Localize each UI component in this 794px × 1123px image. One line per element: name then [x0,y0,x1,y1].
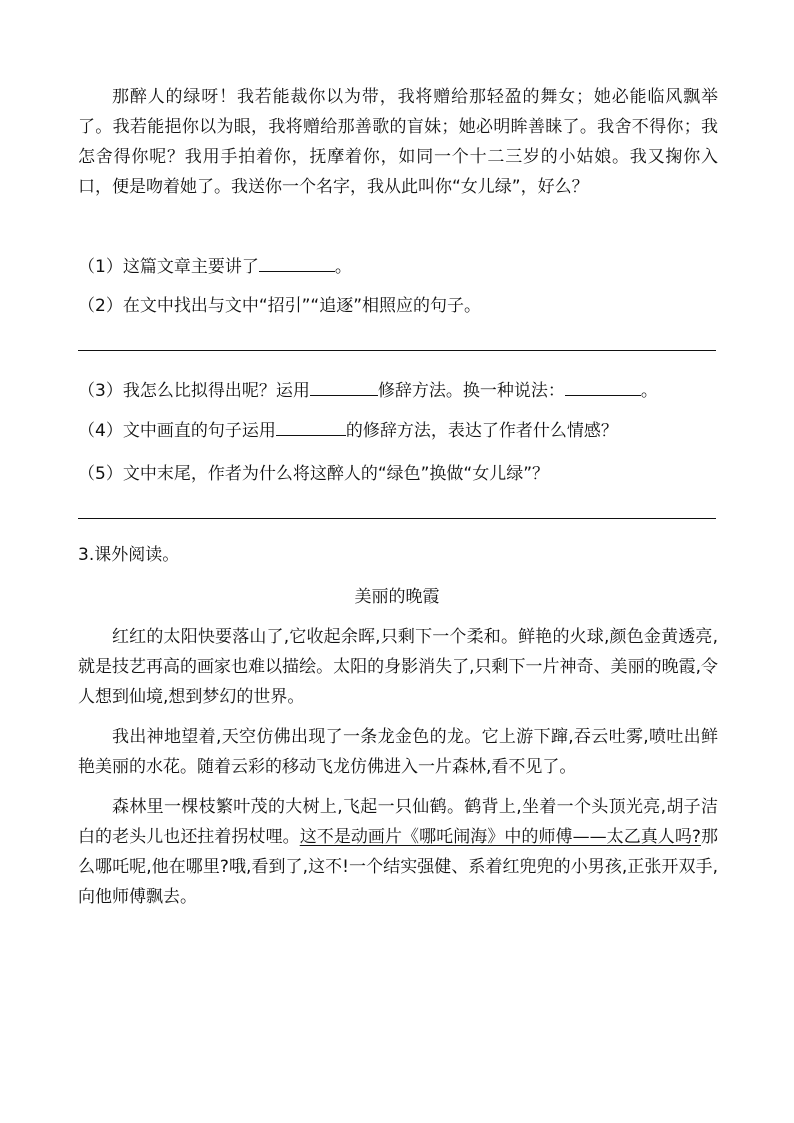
reading-paragraph-2: 我出神地望着,天空仿佛出现了一条龙金色的龙。它上游下蹿,吞云吐雾,喷吐出鲜艳美丽的水花。随着云彩的移动飞龙仿佛进入一片森林,看不见了。 [78,727,718,777]
reading-paragraph-1: 红红的太阳快要落山了,它收起余晖,只剩下一个柔和。鲜艳的火球,颜色金黄透亮,就是技艺再高的画家也难以描绘。太阳的身影消失了,只剩下一片神奇、美丽的晚霞,令人想到仙境,想到梦幻的世界。 [78,627,718,707]
answer-line[interactable] [78,518,716,519]
question-5-text: （5）文中末尾，作者为什么将这醉人的“绿色”换做“女儿绿”？ [78,464,550,484]
question-5 [78,462,549,486]
section-heading-text: 3.课外阅读。 [78,545,180,565]
question-3-middle: 修辞方法。换一种说法： [377,381,565,401]
question-3-text: （3）我怎么比拟得出呢？运用 [78,381,310,401]
question-4-end: 的修辞方法，表达了作者什么情感？ [345,421,618,441]
passage-excerpt [78,82,718,202]
question-3 [78,377,658,403]
question-2 [78,294,481,318]
paragraph-3-start: 森林里一棵枝繁叶茂的大树上,飞起一只仙鹤。鹤背上,坐着一个头顶光亮,胡子洁白的老头儿也还拄着拐杖哩。 [78,797,718,847]
section-heading [78,543,179,567]
answer-blank[interactable] [276,417,346,436]
question-1-text: （1）这篇文章主要讲了 [78,257,259,277]
answer-line[interactable] [78,350,716,351]
reading-title: 美丽的晚霞 [354,587,440,607]
question-4-text: （4）文中画直的句子运用 [78,421,276,441]
reading-paragraph-3 [78,792,718,912]
question-2-text: （2）在文中找出与文中“招引”“追逐”相照应的句子。 [78,296,482,316]
underlined-sentence: 这不是动画片《哪吒闹海》中的师傅——太乙真人吗? [299,827,701,847]
question-4 [78,417,618,443]
question-1-end: 。 [334,257,352,277]
reading-passage [78,622,718,912]
answer-blank[interactable] [565,377,641,396]
passage-paragraph: 那醉人的绿呀！我若能裁你以为带，我将赠给那轻盈的舞女；她必能临风飘举了。我若能挹你以为眼，我将赠给那善歌的盲妹；她必明眸善睐了。我舍不得你；我怎舍得你呢？我用手拍着你，抚摩着你，如同一个十二三岁的小姑娘。我又掬你入口，便是吻着她了。我送你一个名字，我从此叫你“女儿绿”，好么？ [78,87,718,197]
question-3-end: 。 [640,381,658,401]
answer-blank[interactable] [259,253,335,272]
paragraph-3-end: 那么哪吒呢,他在哪里?哦,看到了,这不!一个结实强健、系着红兜兜的小男孩,正张开双手,向他师傅飘去。 [78,827,719,907]
question-1 [78,253,352,279]
answer-blank[interactable] [310,377,378,396]
